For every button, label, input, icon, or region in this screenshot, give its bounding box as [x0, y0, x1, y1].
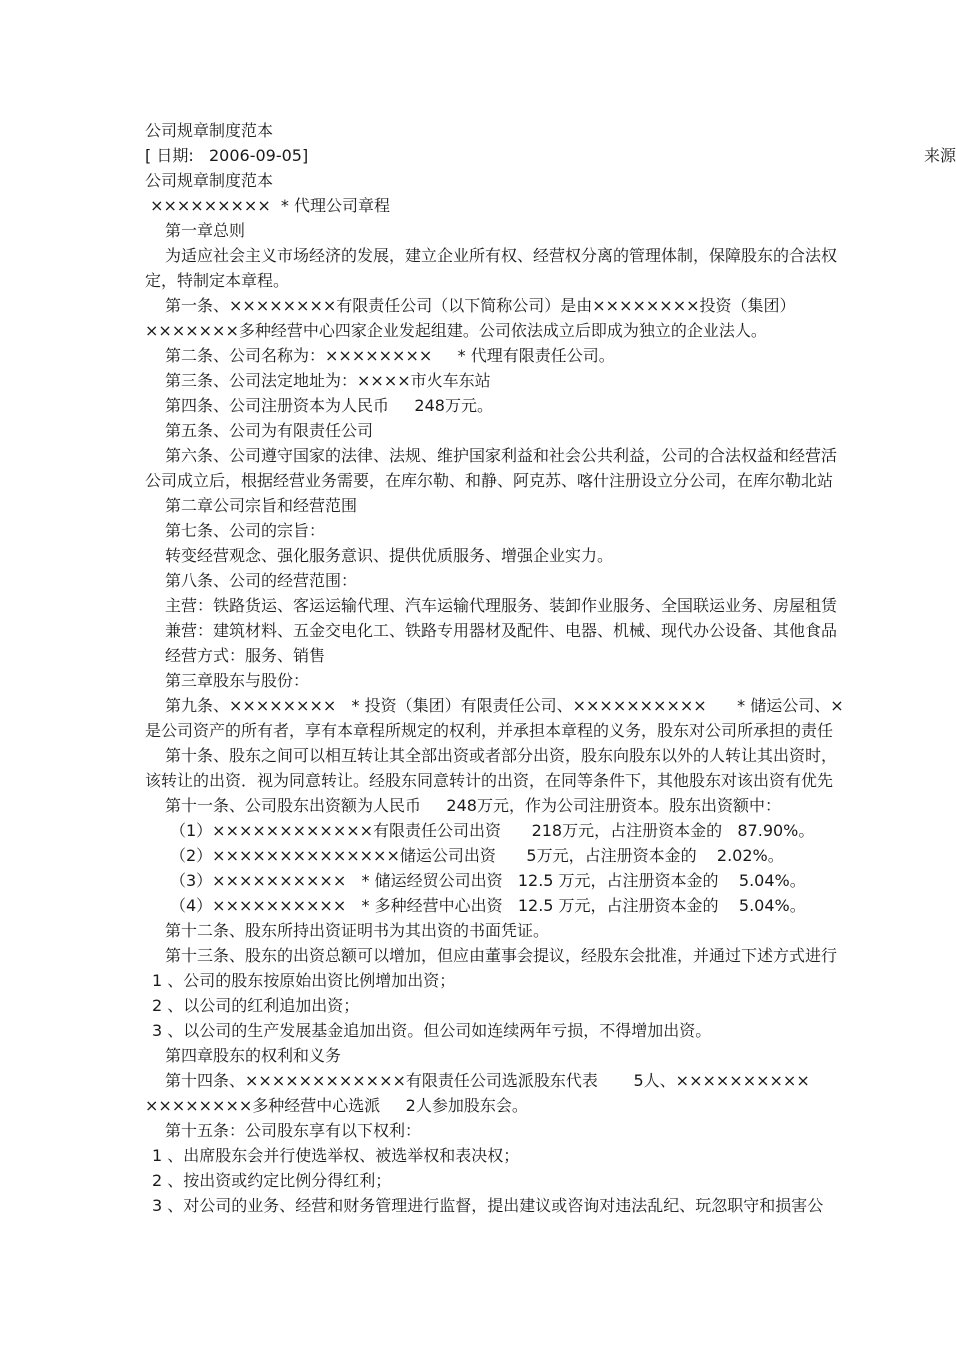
chapter-heading: 第三章股东与股份： [165, 671, 310, 690]
paragraph-line: 定，特制定本章程。 [145, 271, 290, 290]
numbered-item: 1 、出席股东会并行使选举权、被选举权和表决权； [152, 1146, 520, 1165]
article-line: 第三条、公司法定地址为：××××市火车东站 [165, 371, 491, 390]
article-line: 第二条、公司名称为：×××××××× * 代理有限责任公司。 [165, 346, 615, 365]
article-line: 该转让的出资．视为同意转让。经股东同意转计的出资，在同等条件下，其他股东对该出资有优先 [145, 771, 834, 790]
article-line: 第十条、股东之间可以相互转让其全部出资或者部分出资，股东向股东以外的人转让其出资时， [165, 746, 838, 765]
article-line: 第七条、公司的宗旨： [165, 521, 326, 540]
article-line: 公司成立后，根据经营业务需要，在库尔勒、和静、阿克苏、喀什注册设立分公司，在库尔勒北站 [145, 471, 834, 490]
chapter-heading: 第二章公司宗旨和经营范围 [165, 496, 358, 515]
article-line: 是公司资产的所有者，享有本章程所规定的权利，并承担本章程的义务，股东对公司所承担的责任 [145, 721, 834, 740]
document-title: 公司规章制度范本 [145, 171, 274, 190]
article-line: ×××××××多种经营中心四家企业发起组建。公司依法成立后即成为独立的企业法人。 [145, 321, 767, 340]
date-source-line [145, 146, 956, 166]
article-line: 第八条、公司的经营范围： [165, 571, 358, 590]
article-line: 主营：铁路货运、客运运输代理、汽车运输代理服务、装卸作业服务、全国联运业务、房屋租赁 [165, 596, 838, 615]
source-label: 来源 [923, 146, 956, 165]
article-line: 第六条、公司遵守国家的法律、法规、维护国家利益和社会公共利益，公司的合法权益和经营活 [165, 446, 838, 465]
numbered-item: 3 、对公司的业务、经营和财务管理进行监督，提出建议或咨询对违法乱纪、玩忽职守和损害公 [152, 1196, 824, 1215]
paragraph-line: 为适应社会主义市场经济的发展，建立企业所有权、经营权分离的管理体制，保障股东的合法权 [165, 246, 838, 265]
header-title: 公司规章制度范本 [145, 121, 274, 140]
charter-title: ××××××××× * 代理公司章程 [145, 196, 391, 215]
article-line: ××××××××多种经营中心选派 2人参加股东会。 [145, 1096, 528, 1115]
article-line: 第五条、公司为有限责任公司 [165, 421, 374, 440]
article-line: 第十二条、股东所持出资证明书为其出资的书面凭证。 [165, 921, 550, 940]
shareholder-item: （4）×××××××××× * 多种经营中心出资 12.5 万元，占注册资本金的 5.04%。 [170, 896, 806, 915]
article-line: 第一条、××××××××有限责任公司（以下简称公司）是由××××××××投资（集团） [165, 296, 796, 315]
chapter-heading: 第四章股东的权利和义务 [165, 1046, 342, 1065]
chapter-heading: 第一章总则 [165, 221, 246, 240]
article-line: 第十三条、股东的出资总额可以增加，但应由董事会提议，经股东会批准，并通过下述方式进行 [165, 946, 838, 965]
numbered-item: 1 、公司的股东按原始出资比例增加出资； [152, 971, 456, 990]
shareholder-item: （3）×××××××××× * 储运经贸公司出资 12.5 万元，占注册资本金的 5.04%。 [170, 871, 806, 890]
numbered-item: 3 、以公司的生产发展基金追加出资。但公司如连续两年亏损，不得增加出资。 [152, 1021, 712, 1040]
article-line: 转变经营观念、强化服务意识、提供优质服务、增强企业实力。 [165, 546, 614, 565]
shareholder-item: （2）××××××××××××××储运公司出资 5万元，占注册资本金的 2.02%。 [170, 846, 784, 865]
article-line: 第十五条：公司股东享有以下权利： [165, 1121, 422, 1140]
article-line: 兼营：建筑材料、五金交电化工、铁路专用器材及配件、电器、机械、现代办公设备、其他食品 [165, 621, 838, 640]
numbered-item: 2 、以公司的红利追加出资； [152, 996, 360, 1015]
shareholder-item: （1）××××××××××××有限责任公司出资 218万元，占注册资本金的 87.90%。 [170, 821, 815, 840]
numbered-item: 2 、按出资或约定比例分得红利； [152, 1171, 392, 1190]
date-label: [ 日期: 2006-09-05] [145, 146, 309, 165]
article-line: 第十四条、××××××××××××有限责任公司选派股东代表 5人、×××××××××× [165, 1071, 810, 1090]
article-line: 经营方式：服务、销售 [165, 646, 326, 665]
article-line: 第九条、×××××××× * 投资（集团）有限责任公司、×××××××××× * 储运公司、× [165, 696, 844, 715]
article-line: 第四条、公司注册资本为人民币 248万元。 [165, 396, 493, 415]
article-line: 第十一条、公司股东出资额为人民币 248万元，作为公司注册资本。股东出资额中： [165, 796, 781, 815]
